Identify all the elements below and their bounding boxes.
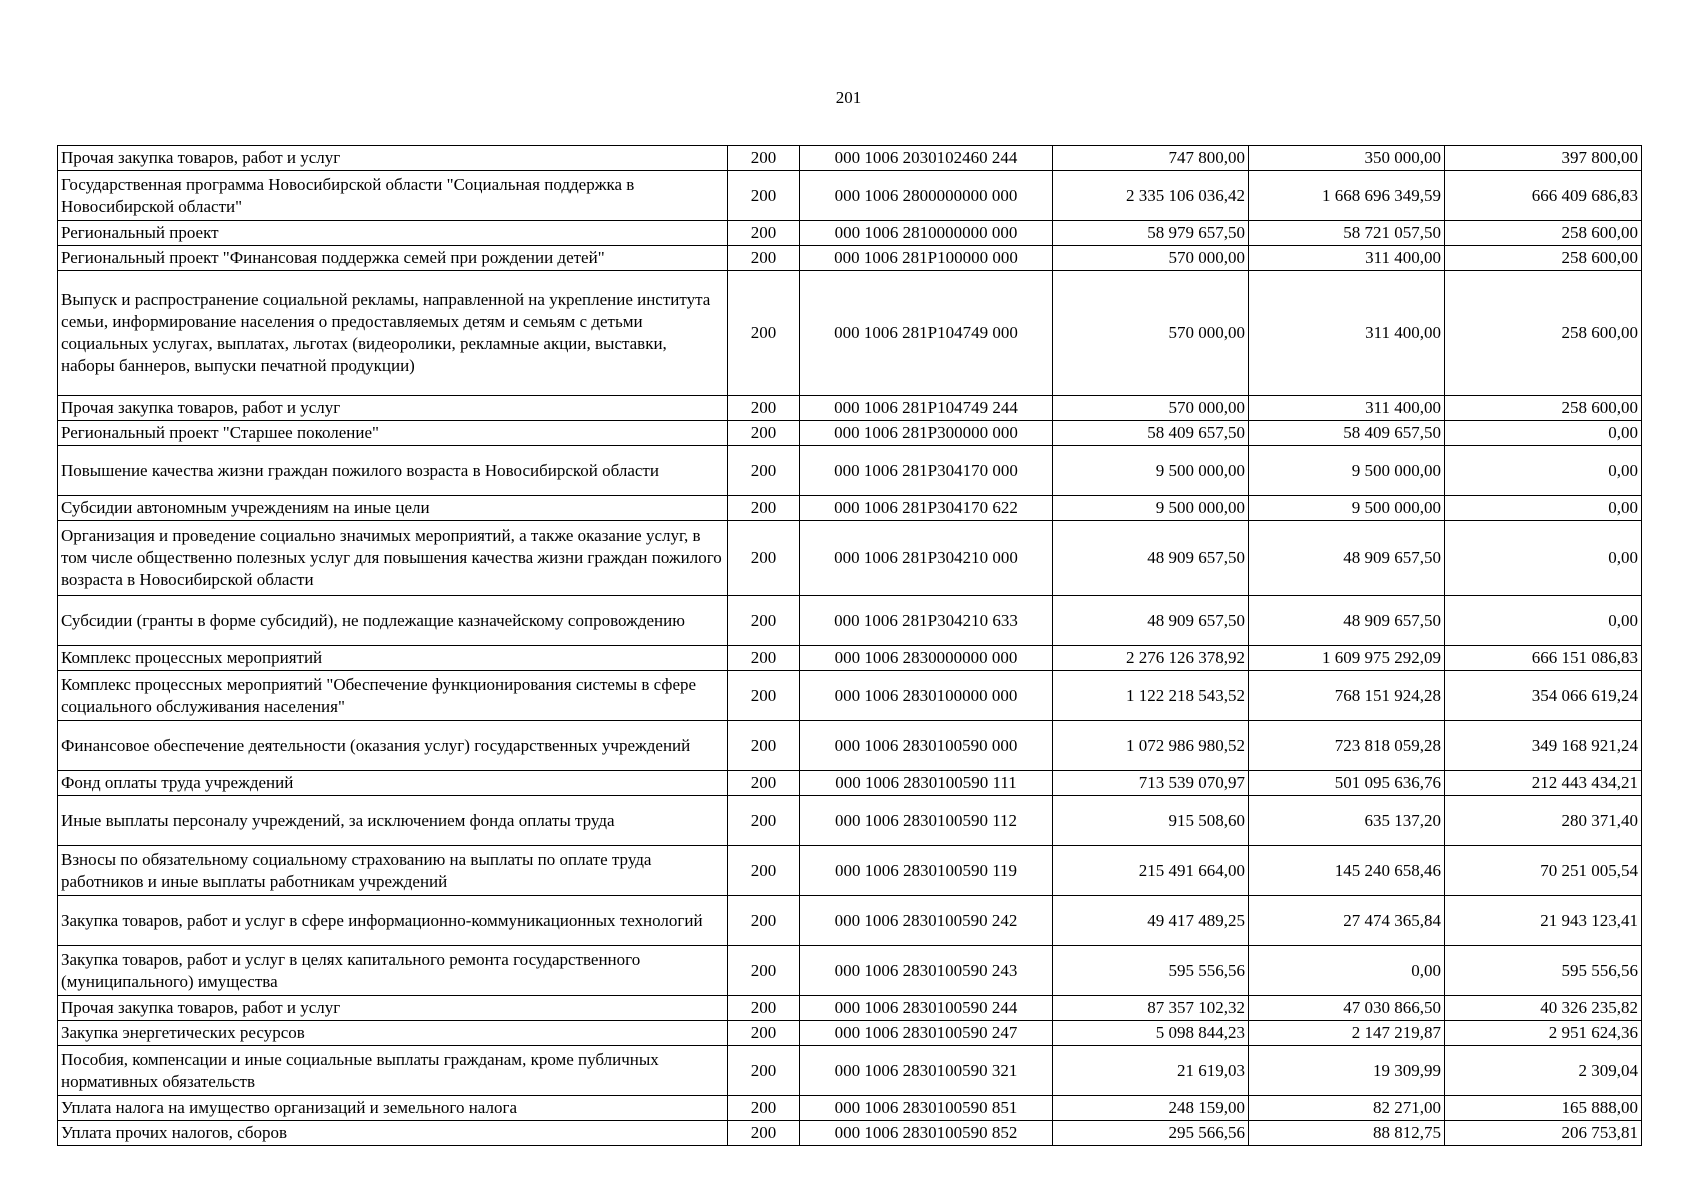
table-row xyxy=(58,946,1642,996)
row-executed-amount-cell: 82 271,00 xyxy=(1249,1096,1445,1121)
table-row xyxy=(58,1096,1642,1121)
row-classification-code-cell: 000 1006 281P304170 000 xyxy=(800,446,1053,496)
row-name-cell: Финансовое обеспечение деятельности (оказания услуг) государственных учреждений xyxy=(58,721,728,771)
row-name-cell: Уплата прочих налогов, сборов xyxy=(58,1121,728,1146)
row-classification-code-cell: 000 1006 281P304210 000 xyxy=(800,521,1053,596)
row-executed-amount-cell: 1 668 696 349,59 xyxy=(1249,171,1445,221)
row-classification-code-cell: 000 1006 281P300000 000 xyxy=(800,421,1053,446)
row-name-cell: Прочая закупка товаров, работ и услуг xyxy=(58,396,728,421)
row-line-code-cell: 200 xyxy=(728,1021,800,1046)
row-executed-amount-cell: 48 909 657,50 xyxy=(1249,521,1445,596)
row-line-code-cell: 200 xyxy=(728,946,800,996)
row-approved-amount-cell: 570 000,00 xyxy=(1053,271,1249,396)
row-executed-amount-cell: 27 474 365,84 xyxy=(1249,896,1445,946)
row-classification-code-cell: 000 1006 281P104749 000 xyxy=(800,271,1053,396)
row-classification-code-cell: 000 1006 2810000000 000 xyxy=(800,221,1053,246)
row-executed-amount-cell: 19 309,99 xyxy=(1249,1046,1445,1096)
row-unexecuted-amount-cell: 40 326 235,82 xyxy=(1445,996,1642,1021)
row-name-cell: Комплекс процессных мероприятий "Обеспечение функционирования системы в сфере социального обслуживания населения" xyxy=(58,671,728,721)
row-executed-amount-cell: 311 400,00 xyxy=(1249,396,1445,421)
page-number: 201 xyxy=(835,88,862,107)
row-unexecuted-amount-cell: 0,00 xyxy=(1445,446,1642,496)
row-approved-amount-cell: 49 417 489,25 xyxy=(1053,896,1249,946)
row-name-cell: Повышение качества жизни граждан пожилого возраста в Новосибирской области xyxy=(58,446,728,496)
row-unexecuted-amount-cell: 206 753,81 xyxy=(1445,1121,1642,1146)
row-unexecuted-amount-cell: 397 800,00 xyxy=(1445,146,1642,171)
table-row xyxy=(58,446,1642,496)
row-approved-amount-cell: 248 159,00 xyxy=(1053,1096,1249,1121)
row-line-code-cell: 200 xyxy=(728,521,800,596)
row-line-code-cell: 200 xyxy=(728,1121,800,1146)
row-approved-amount-cell: 747 800,00 xyxy=(1053,146,1249,171)
row-line-code-cell: 200 xyxy=(728,421,800,446)
row-name-cell: Закупка энергетических ресурсов xyxy=(58,1021,728,1046)
row-name-cell: Региональный проект xyxy=(58,221,728,246)
row-line-code-cell: 200 xyxy=(728,496,800,521)
table-row xyxy=(58,146,1642,171)
row-name-cell: Субсидии автономным учреждениям на иные цели xyxy=(58,496,728,521)
row-unexecuted-amount-cell: 70 251 005,54 xyxy=(1445,846,1642,896)
row-line-code-cell: 200 xyxy=(728,846,800,896)
row-executed-amount-cell: 9 500 000,00 xyxy=(1249,446,1445,496)
row-classification-code-cell: 000 1006 281P100000 000 xyxy=(800,246,1053,271)
row-name-cell: Уплата налога на имущество организаций и земельного налога xyxy=(58,1096,728,1121)
row-name-cell: Прочая закупка товаров, работ и услуг xyxy=(58,996,728,1021)
row-unexecuted-amount-cell: 2 951 624,36 xyxy=(1445,1021,1642,1046)
row-unexecuted-amount-cell: 666 409 686,83 xyxy=(1445,171,1642,221)
row-line-code-cell: 200 xyxy=(728,796,800,846)
row-approved-amount-cell: 295 566,56 xyxy=(1053,1121,1249,1146)
row-approved-amount-cell: 1 122 218 543,52 xyxy=(1053,671,1249,721)
row-classification-code-cell: 000 1006 2830100590 112 xyxy=(800,796,1053,846)
row-executed-amount-cell: 0,00 xyxy=(1249,946,1445,996)
row-executed-amount-cell: 2 147 219,87 xyxy=(1249,1021,1445,1046)
row-classification-code-cell: 000 1006 2830100590 852 xyxy=(800,1121,1053,1146)
row-name-cell: Закупка товаров, работ и услуг в сфере информационно-коммуникационных технологий xyxy=(58,896,728,946)
row-line-code-cell: 200 xyxy=(728,996,800,1021)
table-row xyxy=(58,171,1642,221)
row-name-cell: Организация и проведение социально значимых мероприятий, а также оказание услуг, в том числе общественно полезных услуг для повышения качества жизни граждан пожилого возраста в Новосибирской области xyxy=(58,521,728,596)
row-line-code-cell: 200 xyxy=(728,1096,800,1121)
row-name-cell: Комплекс процессных мероприятий xyxy=(58,646,728,671)
row-unexecuted-amount-cell: 349 168 921,24 xyxy=(1445,721,1642,771)
row-line-code-cell: 200 xyxy=(728,771,800,796)
table-row xyxy=(58,421,1642,446)
row-name-cell: Субсидии (гранты в форме субсидий), не подлежащие казначейскому сопровождению xyxy=(58,596,728,646)
row-classification-code-cell: 000 1006 281P304170 622 xyxy=(800,496,1053,521)
row-executed-amount-cell: 88 812,75 xyxy=(1249,1121,1445,1146)
table-row xyxy=(58,1021,1642,1046)
row-executed-amount-cell: 501 095 636,76 xyxy=(1249,771,1445,796)
row-classification-code-cell: 000 1006 2830100590 244 xyxy=(800,996,1053,1021)
table-row xyxy=(58,1121,1642,1146)
row-line-code-cell: 200 xyxy=(728,671,800,721)
table-row xyxy=(58,271,1642,396)
row-classification-code-cell: 000 1006 2830100000 000 xyxy=(800,671,1053,721)
row-approved-amount-cell: 215 491 664,00 xyxy=(1053,846,1249,896)
row-approved-amount-cell: 58 409 657,50 xyxy=(1053,421,1249,446)
row-unexecuted-amount-cell: 165 888,00 xyxy=(1445,1096,1642,1121)
table-row xyxy=(58,396,1642,421)
row-unexecuted-amount-cell: 354 066 619,24 xyxy=(1445,671,1642,721)
row-line-code-cell: 200 xyxy=(728,221,800,246)
row-line-code-cell: 200 xyxy=(728,896,800,946)
row-executed-amount-cell: 47 030 866,50 xyxy=(1249,996,1445,1021)
row-approved-amount-cell: 9 500 000,00 xyxy=(1053,496,1249,521)
table-row xyxy=(58,246,1642,271)
table-row xyxy=(58,846,1642,896)
row-executed-amount-cell: 311 400,00 xyxy=(1249,246,1445,271)
table-row xyxy=(58,521,1642,596)
row-executed-amount-cell: 768 151 924,28 xyxy=(1249,671,1445,721)
row-unexecuted-amount-cell: 2 309,04 xyxy=(1445,1046,1642,1096)
row-approved-amount-cell: 48 909 657,50 xyxy=(1053,596,1249,646)
row-approved-amount-cell: 570 000,00 xyxy=(1053,396,1249,421)
row-approved-amount-cell: 713 539 070,97 xyxy=(1053,771,1249,796)
row-classification-code-cell: 000 1006 2830000000 000 xyxy=(800,646,1053,671)
table-row xyxy=(58,771,1642,796)
row-classification-code-cell: 000 1006 2830100590 851 xyxy=(800,1096,1053,1121)
row-executed-amount-cell: 723 818 059,28 xyxy=(1249,721,1445,771)
row-approved-amount-cell: 2 335 106 036,42 xyxy=(1053,171,1249,221)
row-unexecuted-amount-cell: 0,00 xyxy=(1445,596,1642,646)
row-unexecuted-amount-cell: 258 600,00 xyxy=(1445,221,1642,246)
row-line-code-cell: 200 xyxy=(728,396,800,421)
table-row xyxy=(58,721,1642,771)
table-row xyxy=(58,646,1642,671)
table-row xyxy=(58,1046,1642,1096)
row-line-code-cell: 200 xyxy=(728,146,800,171)
row-approved-amount-cell: 21 619,03 xyxy=(1053,1046,1249,1096)
row-unexecuted-amount-cell: 666 151 086,83 xyxy=(1445,646,1642,671)
row-approved-amount-cell: 48 909 657,50 xyxy=(1053,521,1249,596)
row-name-cell: Фонд оплаты труда учреждений xyxy=(58,771,728,796)
row-line-code-cell: 200 xyxy=(728,246,800,271)
row-classification-code-cell: 000 1006 2800000000 000 xyxy=(800,171,1053,221)
row-executed-amount-cell: 311 400,00 xyxy=(1249,271,1445,396)
table-row xyxy=(58,496,1642,521)
row-approved-amount-cell: 595 556,56 xyxy=(1053,946,1249,996)
row-name-cell: Взносы по обязательному социальному страхованию на выплаты по оплате труда работников и иные выплаты работникам учреждений xyxy=(58,846,728,896)
row-unexecuted-amount-cell: 21 943 123,41 xyxy=(1445,896,1642,946)
row-classification-code-cell: 000 1006 2030102460 244 xyxy=(800,146,1053,171)
row-classification-code-cell: 000 1006 2830100590 000 xyxy=(800,721,1053,771)
row-classification-code-cell: 000 1006 2830100590 242 xyxy=(800,896,1053,946)
table-row xyxy=(58,896,1642,946)
table-row xyxy=(58,221,1642,246)
row-approved-amount-cell: 5 098 844,23 xyxy=(1053,1021,1249,1046)
row-line-code-cell: 200 xyxy=(728,646,800,671)
row-line-code-cell: 200 xyxy=(728,171,800,221)
row-unexecuted-amount-cell: 258 600,00 xyxy=(1445,396,1642,421)
row-name-cell: Пособия, компенсации и иные социальные выплаты гражданам, кроме публичных нормативных обязательств xyxy=(58,1046,728,1096)
row-approved-amount-cell: 915 508,60 xyxy=(1053,796,1249,846)
row-unexecuted-amount-cell: 595 556,56 xyxy=(1445,946,1642,996)
row-line-code-cell: 200 xyxy=(728,446,800,496)
row-name-cell: Иные выплаты персоналу учреждений, за исключением фонда оплаты труда xyxy=(58,796,728,846)
row-classification-code-cell: 000 1006 2830100590 119 xyxy=(800,846,1053,896)
row-executed-amount-cell: 1 609 975 292,09 xyxy=(1249,646,1445,671)
budget-execution-table xyxy=(57,145,1642,1146)
row-executed-amount-cell: 9 500 000,00 xyxy=(1249,496,1445,521)
row-name-cell: Закупка товаров, работ и услуг в целях капитального ремонта государственного (муниципального) имущества xyxy=(58,946,728,996)
row-approved-amount-cell: 2 276 126 378,92 xyxy=(1053,646,1249,671)
row-executed-amount-cell: 48 909 657,50 xyxy=(1249,596,1445,646)
row-executed-amount-cell: 350 000,00 xyxy=(1249,146,1445,171)
row-name-cell: Региональный проект "Финансовая поддержка семей при рождении детей" xyxy=(58,246,728,271)
row-unexecuted-amount-cell: 258 600,00 xyxy=(1445,271,1642,396)
row-executed-amount-cell: 635 137,20 xyxy=(1249,796,1445,846)
row-classification-code-cell: 000 1006 2830100590 243 xyxy=(800,946,1053,996)
row-line-code-cell: 200 xyxy=(728,596,800,646)
table-row xyxy=(58,596,1642,646)
row-name-cell: Региональный проект "Старшее поколение" xyxy=(58,421,728,446)
row-executed-amount-cell: 58 409 657,50 xyxy=(1249,421,1445,446)
row-unexecuted-amount-cell: 258 600,00 xyxy=(1445,246,1642,271)
table-row xyxy=(58,796,1642,846)
row-executed-amount-cell: 58 721 057,50 xyxy=(1249,221,1445,246)
row-unexecuted-amount-cell: 280 371,40 xyxy=(1445,796,1642,846)
table-body xyxy=(58,146,1642,1146)
row-approved-amount-cell: 58 979 657,50 xyxy=(1053,221,1249,246)
row-unexecuted-amount-cell: 0,00 xyxy=(1445,496,1642,521)
row-approved-amount-cell: 570 000,00 xyxy=(1053,246,1249,271)
row-classification-code-cell: 000 1006 2830100590 321 xyxy=(800,1046,1053,1096)
row-unexecuted-amount-cell: 0,00 xyxy=(1445,421,1642,446)
row-unexecuted-amount-cell: 0,00 xyxy=(1445,521,1642,596)
row-classification-code-cell: 000 1006 2830100590 247 xyxy=(800,1021,1053,1046)
row-classification-code-cell: 000 1006 281P104749 244 xyxy=(800,396,1053,421)
row-unexecuted-amount-cell: 212 443 434,21 xyxy=(1445,771,1642,796)
row-line-code-cell: 200 xyxy=(728,721,800,771)
row-classification-code-cell: 000 1006 2830100590 111 xyxy=(800,771,1053,796)
row-name-cell: Прочая закупка товаров, работ и услуг xyxy=(58,146,728,171)
row-approved-amount-cell: 9 500 000,00 xyxy=(1053,446,1249,496)
row-classification-code-cell: 000 1006 281P304210 633 xyxy=(800,596,1053,646)
row-executed-amount-cell: 145 240 658,46 xyxy=(1249,846,1445,896)
row-approved-amount-cell: 1 072 986 980,52 xyxy=(1053,721,1249,771)
table-row xyxy=(58,996,1642,1021)
row-name-cell: Выпуск и распространение социальной рекламы, направленной на укрепление института семьи, информирование населения о предоставляемых детям и семьям с детьми социальных услугах, выплатах, льготах (видеоролики, рекламные акции, выставки, наборы баннеров, выпуски печатной продукции) xyxy=(58,271,728,396)
table-row xyxy=(58,671,1642,721)
row-line-code-cell: 200 xyxy=(728,271,800,396)
row-name-cell: Государственная программа Новосибирской области "Социальная поддержка в Новосибирской области" xyxy=(58,171,728,221)
row-line-code-cell: 200 xyxy=(728,1046,800,1096)
row-approved-amount-cell: 87 357 102,32 xyxy=(1053,996,1249,1021)
